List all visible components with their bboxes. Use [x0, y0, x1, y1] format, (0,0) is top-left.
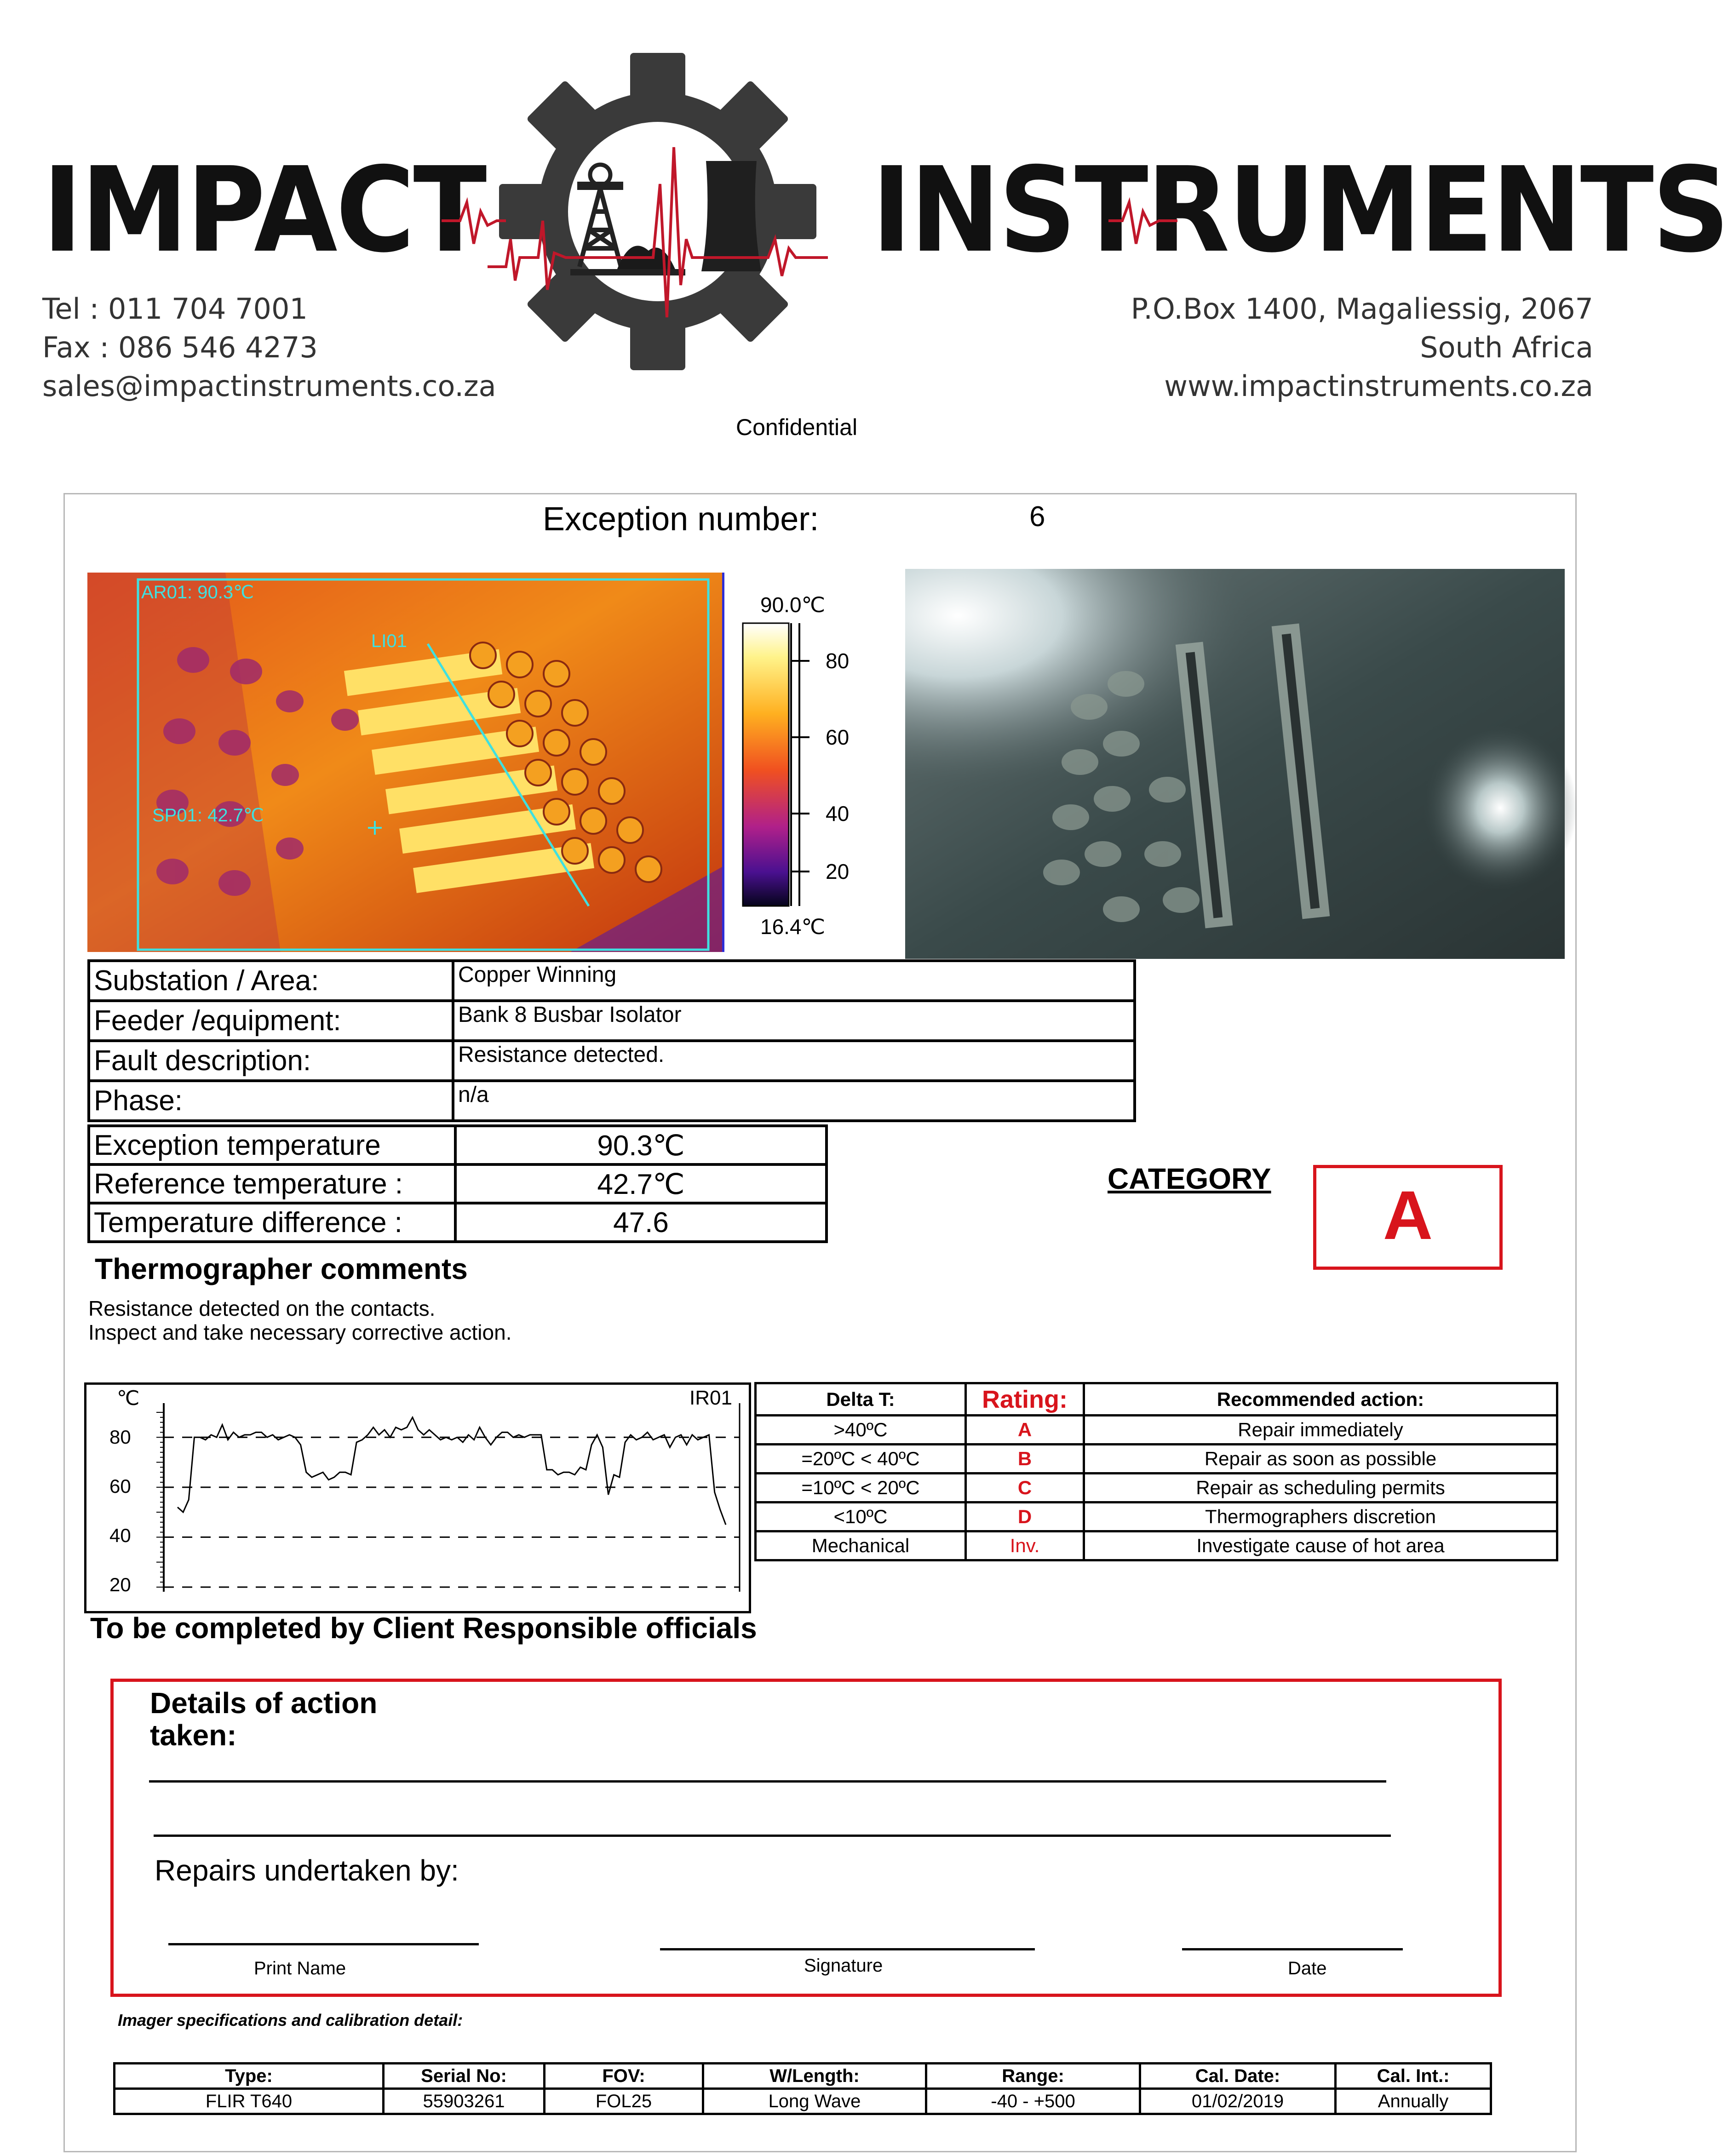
table-row	[115, 2064, 1491, 2089]
temp-value: 90.3℃	[455, 1126, 827, 1164]
rating-action: Investigate cause of hot area	[1084, 1531, 1557, 1560]
detail-value: Bank 8 Busbar Isolator	[453, 1001, 1135, 1041]
table-row	[756, 1416, 1557, 1445]
chart-series-line	[178, 1417, 726, 1525]
rating-delta: =10ºC < 20ºC	[756, 1474, 966, 1502]
spec-value: -40 - +500	[926, 2089, 1140, 2114]
table-row	[89, 1203, 827, 1242]
date-line[interactable]	[1182, 1948, 1403, 1950]
category-badge	[1313, 1165, 1503, 1270]
details-table	[87, 959, 1136, 1122]
spec-value: FOL25	[545, 2089, 703, 2114]
spec-header: Serial No:	[384, 2064, 545, 2089]
table-row	[115, 2089, 1491, 2114]
signature-caption: Signature	[804, 1955, 883, 1976]
table-row	[756, 1531, 1557, 1560]
confidential-label: Confidential	[736, 414, 858, 440]
chart-plot-area	[86, 1385, 749, 1611]
exception-number-label: Exception number:	[543, 501, 819, 538]
scale-min-label: 16.4℃	[760, 915, 826, 939]
client-heading: To be completed by Client Responsible officials	[90, 1611, 757, 1645]
scale-tick-20: 20	[826, 860, 850, 883]
brand-instruments: INSTRUMENTS	[872, 142, 1728, 279]
table-row	[756, 1445, 1557, 1474]
rating-action: Thermographers discretion	[1084, 1502, 1557, 1531]
spec-header: W/Length:	[703, 2064, 926, 2089]
area-temp-label: AR01: 90.3℃	[141, 582, 254, 602]
rating-header: Recommended action:	[1084, 1383, 1557, 1416]
country-text: South Africa	[1420, 331, 1593, 364]
scale-tick-60: 60	[826, 725, 850, 749]
comments-line-1: Resistance detected on the contacts.	[88, 1296, 436, 1320]
signature-line[interactable]	[660, 1948, 1035, 1950]
tel-text: Tel : 011 704 7001	[42, 292, 308, 326]
table-row	[89, 1001, 1135, 1041]
temp-label: Exception temperature	[89, 1126, 455, 1164]
po-box-text: P.O.Box 1400, Magaliessig, 2067	[1131, 292, 1593, 326]
spec-header: Cal. Date:	[1140, 2064, 1336, 2089]
line-label: LI01	[371, 631, 407, 651]
comments-heading: Thermographer comments	[95, 1252, 468, 1285]
chart-ytick-label: 40	[109, 1525, 131, 1546]
rating-header: Rating:	[966, 1383, 1084, 1416]
table-row	[756, 1383, 1557, 1416]
fax-text: Fax : 086 546 4273	[42, 331, 318, 364]
spec-value: Annually	[1336, 2089, 1491, 2114]
table-row	[89, 961, 1135, 1001]
rating-header: Delta T:	[756, 1383, 966, 1416]
detail-label: Feeder /equipment:	[89, 1001, 453, 1041]
rating-delta: >40ºC	[756, 1416, 966, 1445]
spec-header: Cal. Int.:	[1336, 2064, 1491, 2089]
pulse-line-icon	[442, 175, 1177, 276]
spot-temp-label: SP01: 42.7℃	[152, 805, 264, 826]
rating-table	[754, 1382, 1558, 1561]
scale-tick-80: 80	[826, 649, 850, 673]
table-row	[89, 1126, 827, 1164]
chart-ylabel: ℃	[117, 1387, 140, 1410]
table-row	[89, 1081, 1135, 1121]
print-name-caption: Print Name	[254, 1958, 346, 1978]
spec-value: 01/02/2019	[1140, 2089, 1336, 2114]
table-row	[89, 1041, 1135, 1081]
spec-header: FOV:	[545, 2064, 703, 2089]
temp-label: Reference temperature :	[89, 1164, 455, 1203]
ir-profile-chart	[84, 1382, 751, 1613]
spec-value: FLIR T640	[115, 2089, 384, 2114]
scale-tick-40: 40	[826, 802, 850, 826]
chart-ytick-label: 60	[109, 1475, 131, 1497]
detail-value: Copper Winning	[453, 961, 1135, 1001]
chart-title: IR01	[689, 1387, 732, 1409]
rating-grade: C	[966, 1474, 1084, 1502]
print-name-line[interactable]	[168, 1943, 479, 1945]
category-value: A	[1383, 1176, 1433, 1254]
spec-header: Type:	[115, 2064, 384, 2089]
chart-ytick-label: 80	[109, 1426, 131, 1448]
comments-line-2: Inspect and take necessary corrective action.	[88, 1320, 512, 1344]
scale-max-label: 90.0℃	[760, 593, 826, 617]
date-caption: Date	[1288, 1958, 1327, 1978]
detail-label: Substation / Area:	[89, 961, 453, 1001]
table-row	[89, 1164, 827, 1203]
brand-impact: IMPACT	[42, 142, 485, 279]
rating-action: Repair as soon as possible	[1084, 1445, 1557, 1474]
color-scale-bar	[743, 623, 789, 906]
chart-ytick-label: 20	[109, 1574, 131, 1595]
spec-value: Long Wave	[703, 2089, 926, 2114]
table-row	[756, 1474, 1557, 1502]
spec-value: 55903261	[384, 2089, 545, 2114]
repairs-undertaken-label: Repairs undertaken by:	[155, 1854, 459, 1887]
rating-action: Repair as scheduling permits	[1084, 1474, 1557, 1502]
temp-value: 47.6	[455, 1203, 827, 1242]
rating-grade: B	[966, 1445, 1084, 1474]
email-link[interactable]: sales@impactinstruments.co.za	[42, 369, 496, 403]
detail-label: Fault description:	[89, 1041, 453, 1081]
table-row	[756, 1502, 1557, 1531]
temp-label: Temperature difference :	[89, 1203, 455, 1242]
rating-delta: Mechanical	[756, 1531, 966, 1560]
detail-value: n/a	[453, 1081, 1135, 1121]
rating-grade: D	[966, 1502, 1084, 1531]
imager-spec-table	[113, 2062, 1492, 2115]
website-link[interactable]: www.impactinstruments.co.za	[1164, 369, 1593, 403]
temp-value: 42.7℃	[455, 1164, 827, 1203]
rating-delta: <10ºC	[756, 1502, 966, 1531]
details-line-1[interactable]	[149, 1780, 1386, 1783]
detail-value: Resistance detected.	[453, 1041, 1135, 1081]
rating-delta: =20ºC < 40ºC	[756, 1445, 966, 1474]
imager-heading: Imager specifications and calibration detail:	[118, 2011, 463, 2030]
thermal-image-inner-border	[87, 573, 724, 952]
visual-image	[905, 569, 1565, 959]
rating-action: Repair immediately	[1084, 1416, 1557, 1445]
exception-number-value: 6	[1029, 501, 1045, 533]
details-action-heading: Details of action taken:	[150, 1686, 378, 1752]
spec-header: Range:	[926, 2064, 1140, 2089]
category-label: CATEGORY	[1108, 1162, 1271, 1195]
rating-grade: A	[966, 1416, 1084, 1445]
detail-label: Phase:	[89, 1081, 453, 1121]
rating-grade: Inv.	[966, 1531, 1084, 1560]
temperature-table	[87, 1124, 828, 1243]
details-line-2[interactable]	[154, 1835, 1391, 1837]
